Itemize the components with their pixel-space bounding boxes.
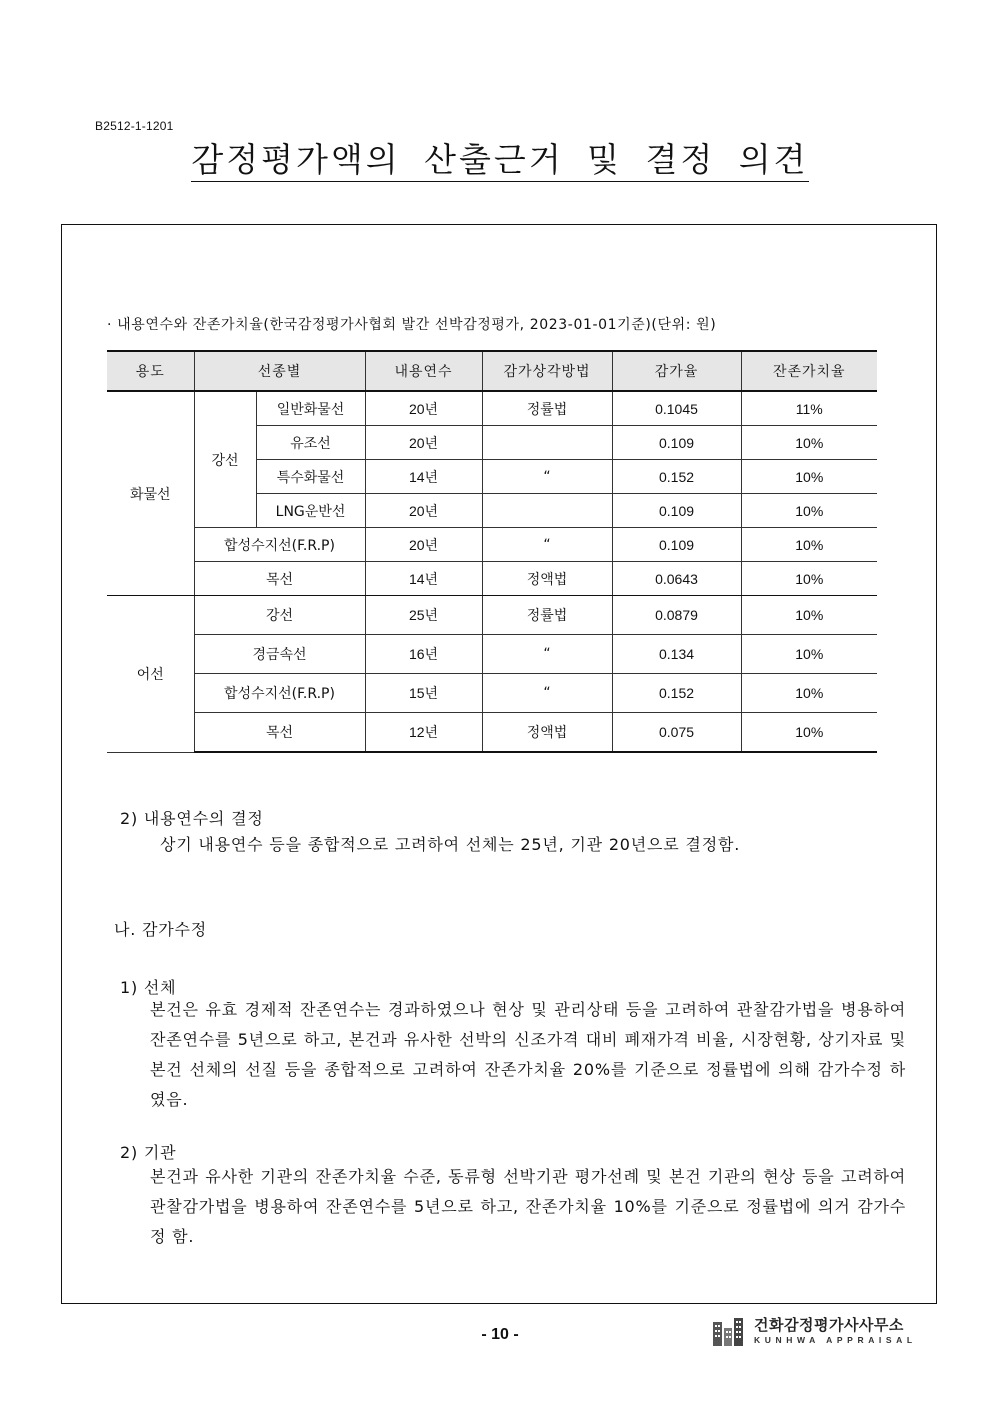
building-logo-icon — [712, 1316, 750, 1346]
residual-cell: 10% — [741, 674, 877, 713]
vessel-type-cell: 특수화물선 — [256, 460, 365, 494]
residual-cell: 10% — [741, 494, 877, 528]
table-row — [107, 635, 877, 674]
table-row — [107, 391, 877, 426]
subsection-engine-heading: 2) 기관 — [120, 1143, 177, 1162]
section-na-heading: 나. 감가수정 — [114, 920, 208, 939]
table-row — [107, 562, 877, 596]
rate-cell: 0.109 — [612, 426, 741, 460]
company-logo — [712, 1314, 917, 1348]
residual-cell: 10% — [741, 562, 877, 596]
residual-cell: 10% — [741, 460, 877, 494]
residual-cell: 10% — [741, 635, 877, 674]
method-cell — [482, 494, 612, 528]
section-2-heading: 2) 내용연수의 결정 — [120, 809, 264, 828]
residual-cell: 10% — [741, 713, 877, 753]
vessel-type-cell: 목선 — [194, 713, 365, 753]
residual-cell: 10% — [741, 596, 877, 635]
document-id: B2512-1-1201 — [95, 119, 174, 133]
logo-company-name-en: KUNHWA APPRAISAL — [754, 1335, 917, 1345]
vessel-type-cell: 목선 — [194, 562, 365, 596]
logo-company-name-ko: 건화감정평가사사무소 — [754, 1316, 904, 1334]
rate-cell: 0.134 — [612, 635, 741, 674]
table-note: · 내용연수와 잔존가치율(한국감정평가사협회 발간 선박감정평가, 2023-01-01기준)(단위: 원) — [107, 317, 717, 333]
table-row — [107, 674, 877, 713]
header-depreciation-method: 감가상각방법 — [482, 351, 612, 391]
header-residual-ratio: 잔존가치율 — [741, 351, 877, 391]
useful-life-cell: 20년 — [365, 528, 482, 562]
table-row — [107, 713, 877, 753]
useful-life-cell: 20년 — [365, 391, 482, 426]
useful-life-cell: 16년 — [365, 635, 482, 674]
header-vessel-type: 선종별 — [194, 351, 365, 391]
page-title-text: 감정평가액의 산출근거 및 결정 의견 — [191, 140, 808, 182]
vessel-type-cell: LNG운반선 — [256, 494, 365, 528]
method-cell: 정액법 — [482, 562, 612, 596]
method-cell: “ — [482, 528, 612, 562]
method-cell: “ — [482, 460, 612, 494]
table-header-row — [107, 351, 877, 391]
vessel-type-cell: 강선 — [194, 596, 365, 635]
method-cell: “ — [482, 674, 612, 713]
page-number: - 10 - — [481, 1326, 519, 1343]
useful-life-cell: 20년 — [365, 494, 482, 528]
rate-cell: 0.0643 — [612, 562, 741, 596]
useful-life-cell: 15년 — [365, 674, 482, 713]
vessel-type-cell: 일반화물선 — [256, 391, 365, 426]
use-cell-cargo: 화물선 — [107, 391, 194, 596]
rate-cell: 0.152 — [612, 460, 741, 494]
use-cell-fishing: 어선 — [107, 596, 194, 753]
rate-cell: 0.1045 — [612, 391, 741, 426]
table-row — [107, 528, 877, 562]
page-title — [0, 134, 1000, 181]
useful-life-cell: 12년 — [365, 713, 482, 753]
method-cell: 정률법 — [482, 391, 612, 426]
header-use: 용도 — [107, 351, 194, 391]
subsection-hull-heading: 1) 선체 — [120, 978, 177, 997]
vessel-type-cell: 경금속선 — [194, 635, 365, 674]
method-cell — [482, 426, 612, 460]
rate-cell: 0.075 — [612, 713, 741, 753]
rate-cell: 0.109 — [612, 494, 741, 528]
useful-life-cell: 20년 — [365, 426, 482, 460]
vessel-type-cell: 합성수지선(F.R.P) — [194, 674, 365, 713]
useful-life-cell: 14년 — [365, 460, 482, 494]
method-cell: 정률법 — [482, 596, 612, 635]
residual-cell: 10% — [741, 528, 877, 562]
table-row — [107, 596, 877, 635]
subsection-hull-body: 본건은 유효 경제적 잔존연수는 경과하였으나 현상 및 관리상태 등을 고려하여 관찰감가법을 병용하여 잔존연수를 5년으로 하고, 본건과 유사한 선박의 신조가격 대비 폐재가격 비율, 시장현황, 상기자료 및 본건 선체의 선질 등을 종합적으로 고려하여 잔존가치율 20%를 기준으로 정률법에 의해 감가수정 하였음. — [150, 1000, 906, 1109]
residual-cell: 11% — [741, 391, 877, 426]
rate-cell: 0.109 — [612, 528, 741, 562]
steel-label-cell: 강선 — [194, 391, 256, 528]
header-useful-life: 내용연수 — [365, 351, 482, 391]
header-depreciation-rate: 감가율 — [612, 351, 741, 391]
subsection-engine-body: 본건과 유사한 기관의 잔존가치율 수준, 동류형 선박기관 평가선례 및 본건 기관의 현상 등을 고려하여 관찰감가법을 병용하여 잔존연수를 5년으로 하고, 잔존가치율 10%를 기준으로 정률법에 의거 감가수정 함. — [150, 1167, 906, 1246]
rate-cell: 0.152 — [612, 674, 741, 713]
method-cell: “ — [482, 635, 612, 674]
useful-life-table — [107, 350, 877, 753]
useful-life-cell: 25년 — [365, 596, 482, 635]
vessel-type-cell: 유조선 — [256, 426, 365, 460]
useful-life-cell: 14년 — [365, 562, 482, 596]
vessel-type-cell: 합성수지선(F.R.P) — [194, 528, 365, 562]
residual-cell: 10% — [741, 426, 877, 460]
method-cell: 정액법 — [482, 713, 612, 753]
section-2-body: 상기 내용연수 등을 종합적으로 고려하여 선체는 25년, 기관 20년으로 결정함. — [160, 835, 741, 854]
rate-cell: 0.0879 — [612, 596, 741, 635]
